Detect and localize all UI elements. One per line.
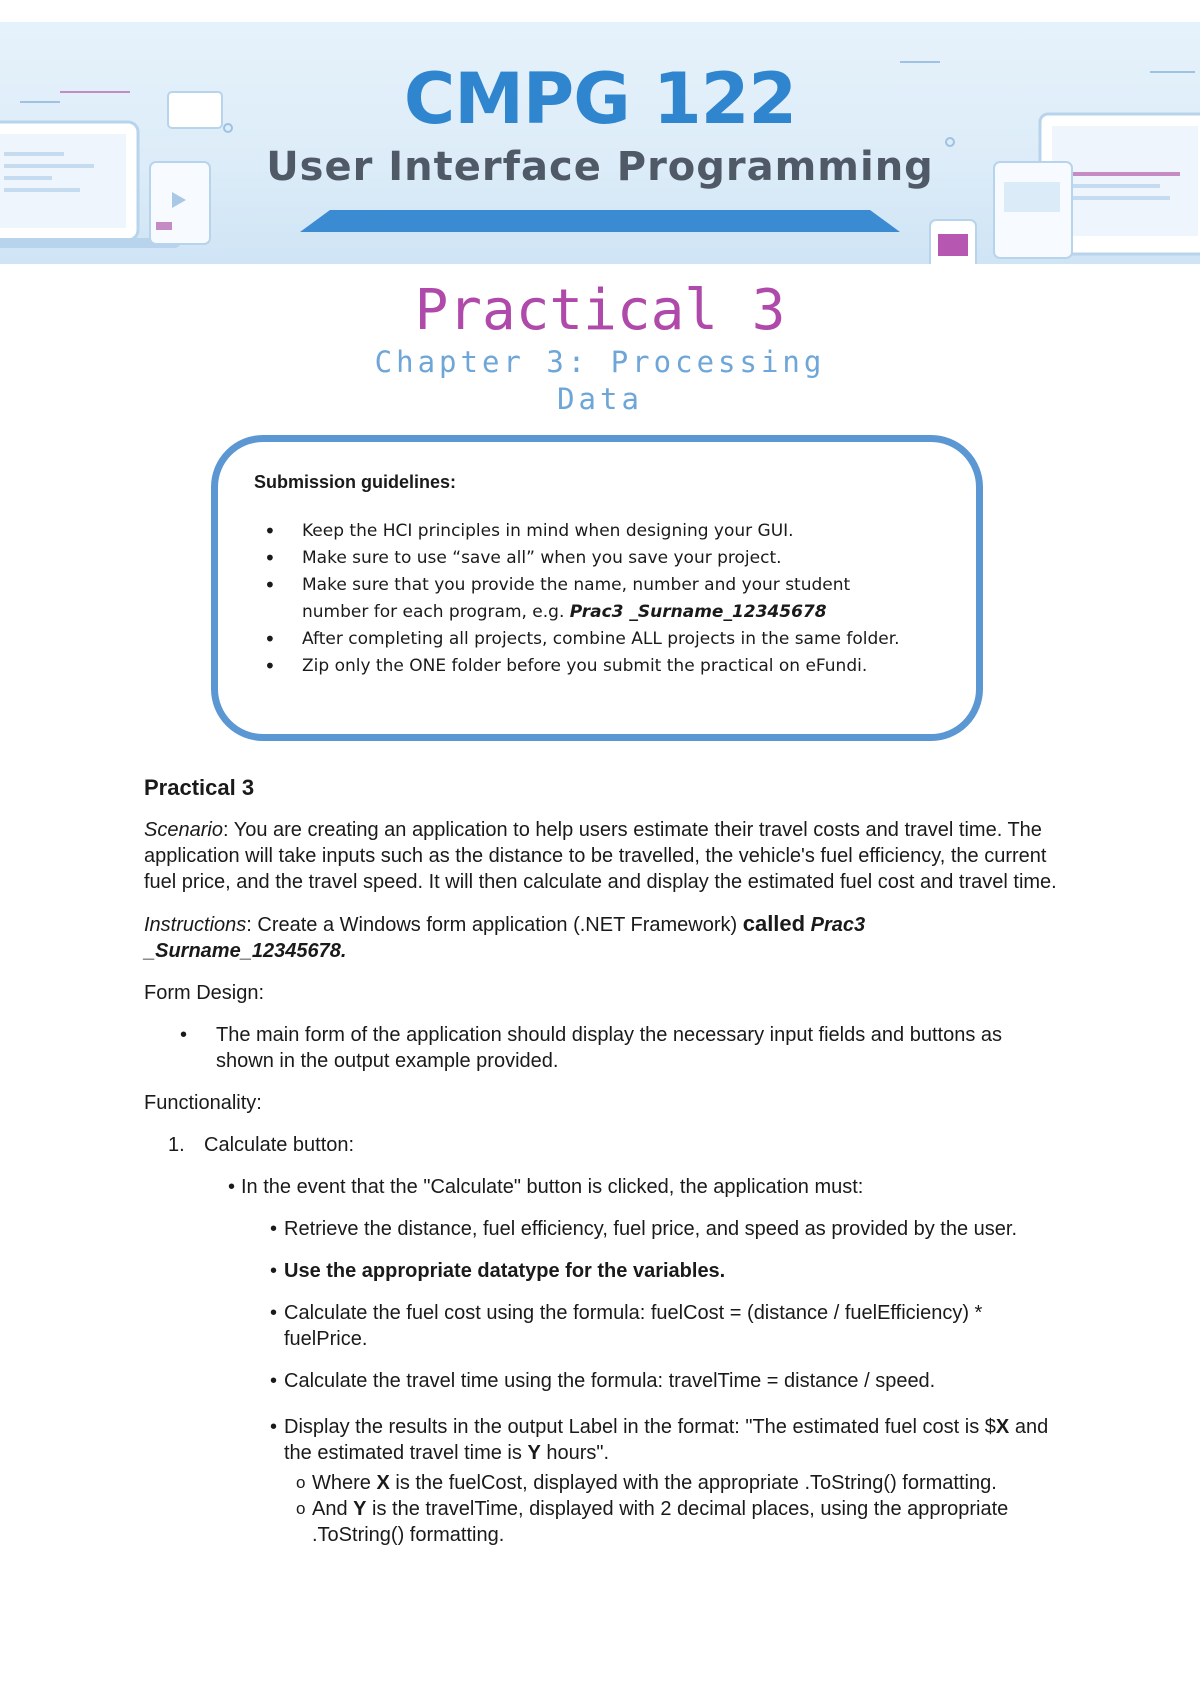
practical-title: Practical 3 — [414, 278, 786, 343]
sub-y-var: Y — [353, 1498, 367, 1520]
sub-y-text-a: And — [312, 1498, 354, 1520]
section-title: Practical 3 — [144, 775, 255, 800]
calculate-button-item — [144, 1132, 1064, 1158]
item-number: 1. — [168, 1134, 185, 1156]
list-item: • Make sure to use “save all” when you save your project. — [264, 545, 904, 572]
display-y: Y — [527, 1442, 541, 1464]
scenario-label: Scenario — [144, 819, 223, 841]
submission-heading: Submission guidelines: — [254, 472, 457, 492]
instructions-paragraph — [144, 911, 1064, 964]
display-text-b: and the estimated travel time is — [284, 1416, 1049, 1464]
item-label: Calculate button: — [204, 1134, 355, 1156]
submission-guidelines-box — [211, 435, 983, 741]
step-datatype-text: Use the appropriate datatype for the variables. — [284, 1260, 726, 1282]
practical-content — [144, 775, 1064, 1548]
event-description: • In the event that the "Calculate" button is clicked, the application must: — [144, 1174, 1064, 1200]
sub-x-var: X — [376, 1472, 390, 1494]
step-retrieve: • Retrieve the distance, fuel efficiency, fuel price, and speed as provided by the user. — [144, 1216, 1064, 1242]
sub-y-text-c: is the travelTime, displayed with 2 decimal places, using the appropriate .ToString() formatting. — [312, 1498, 1009, 1546]
list-item: • Zip only the ONE folder before you submit the practical on eFundi. — [264, 653, 904, 680]
form-design-list — [144, 1022, 1064, 1074]
list-item: • The main form of the application should display the necessary input fields and buttons as shown in the output example provided. — [216, 1022, 1064, 1074]
display-text-c: hours". — [540, 1442, 610, 1464]
example-project-name: Prac3 _Surname_12345678 — [569, 602, 827, 622]
called-word: called — [742, 911, 806, 936]
form-design-heading: Form Design: — [144, 982, 265, 1004]
step-display-results — [144, 1414, 1064, 1466]
scenario-text: : You are creating an application to help users estimate their travel costs and travel time. The application will take inputs such as the distance to be travelled, the vehicle's fuel efficiency, the current fuel price, and the travel speed. It will then calculate and display the estimated fuel cost and travel time. — [144, 819, 1057, 893]
sub-item-y — [144, 1496, 1064, 1548]
chapter-title-line1: Chapter 3: Processing — [374, 345, 826, 379]
instructions-label: Instructions — [144, 914, 247, 936]
chapter-title — [330, 344, 870, 418]
course-banner — [0, 22, 1200, 264]
step-datatype — [144, 1258, 1064, 1284]
submission-list — [264, 518, 904, 680]
sub-x-text-a: Where — [312, 1472, 377, 1494]
course-name: User Interface Programming — [266, 144, 934, 190]
step-fuel-cost: • Calculate the fuel cost using the formula: fuelCost = (distance / fuelEfficiency) * fuelPrice. — [144, 1300, 1064, 1352]
display-x: X — [995, 1416, 1010, 1438]
display-text-a: Display the results in the output Label in the format: "The estimated fuel cost is $ — [284, 1416, 996, 1438]
scenario-paragraph — [144, 817, 1064, 895]
list-item-text: Make sure that you provide the name, number and your student number for each program, e.g. — [302, 575, 851, 622]
sub-x-text-c: is the fuelCost, displayed with the appropriate .ToString() formatting. — [389, 1472, 997, 1494]
functionality-heading: Functionality: — [144, 1092, 262, 1114]
instructions-text: : Create a Windows form application (.NET Framework) — [246, 914, 743, 936]
list-item: • After completing all projects, combine ALL projects in the same folder. — [264, 626, 904, 653]
sub-item-x — [144, 1470, 1064, 1496]
list-item — [264, 572, 904, 626]
list-item: • Keep the HCI principles in mind when designing your GUI. — [264, 518, 904, 545]
chapter-title-line2: Data — [557, 382, 643, 416]
project-name: Prac3 _Surname_12345678. — [144, 914, 866, 962]
course-code: CMPG 122 — [403, 58, 797, 140]
step-travel-time: • Calculate the travel time using the formula: travelTime = distance / speed. — [144, 1368, 1064, 1394]
